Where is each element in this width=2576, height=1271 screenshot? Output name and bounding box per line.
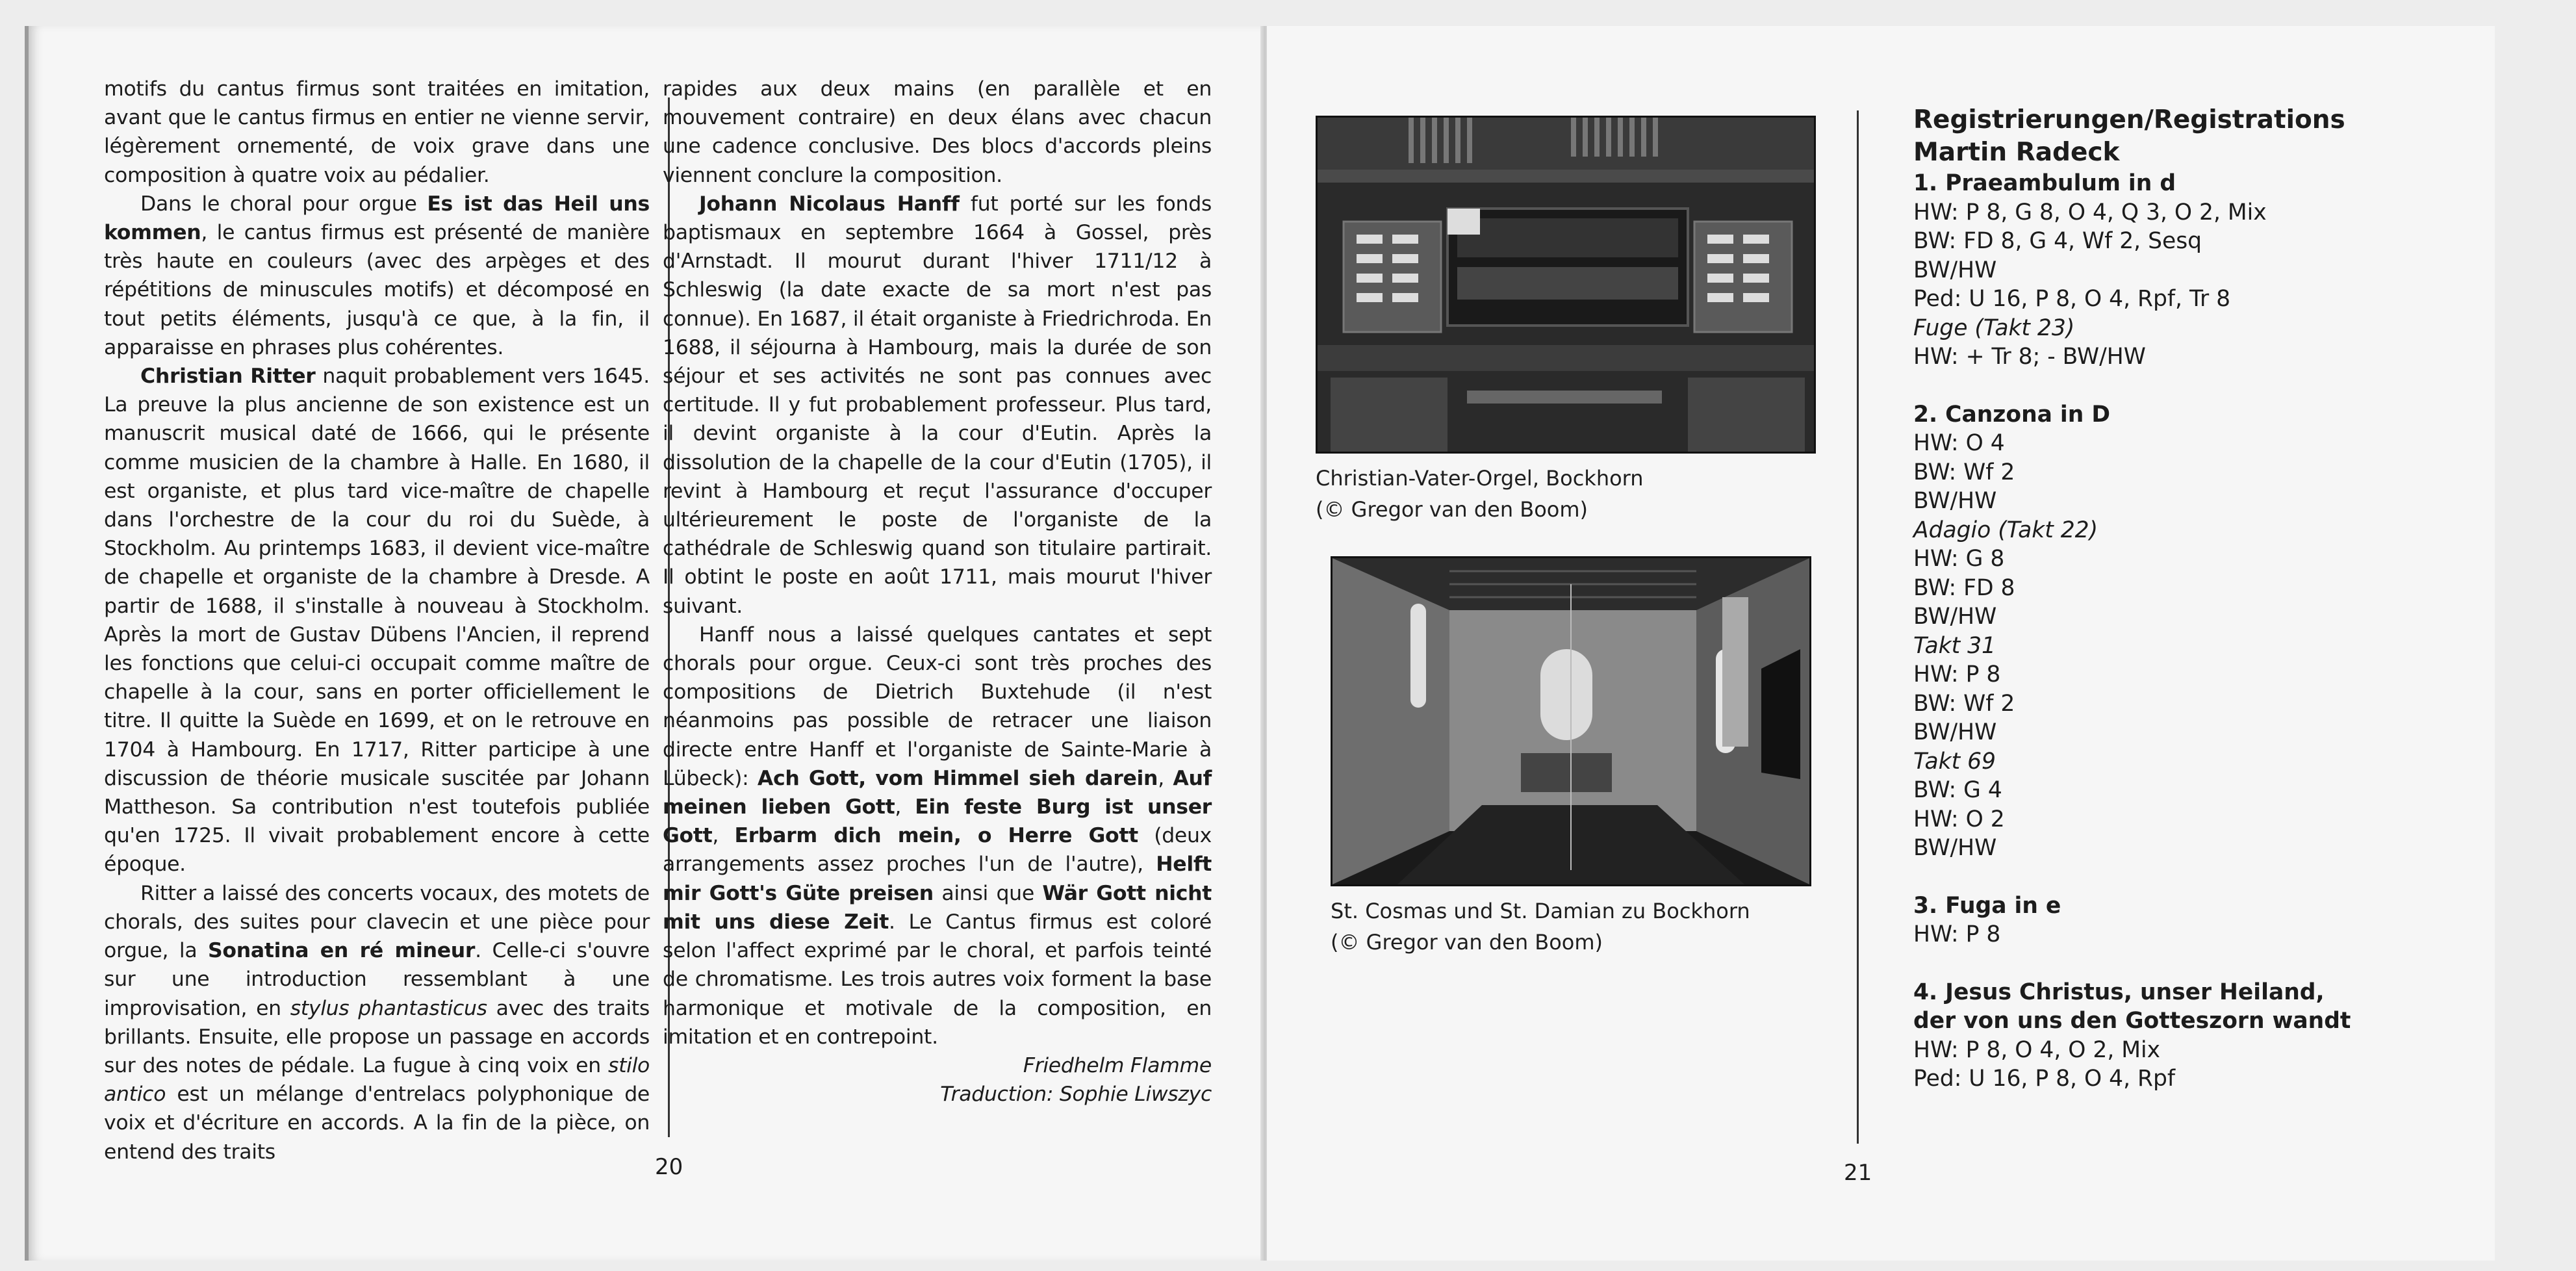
registration-section-label: Takt 69 [1913,748,1996,775]
registration-section-label: Takt 31 [1913,632,1996,659]
left-col2-paragraph [663,621,1212,1051]
text-run: (deux arrangements assez proches l'un de l'autre), [663,824,1212,877]
bold-text: Helft mir Gott's Güte preisen [663,853,1212,905]
registration-line: BW/HW [1913,488,1997,514]
text-run: Hanff nous a laissé quelques cantates et sept chorals pour orgue. Ceux-ci sont très proches des compositions de Dietrich Buxtehude (il n'est néanmoins pas possible de retracer une liaison directe entre Hanff et l'organiste de Sainte-Marie à Lübeck): [663,623,1212,790]
bold-text: Wär Gott nicht mit uns diese Zeit [663,881,1212,934]
registration-line: HW: G 8 [1913,546,2005,572]
bold-text: Sonatina en ré mineur [208,939,476,963]
text-run: motifs du cantus firmus sont traitées en imitation, avant que le cantus firmus en entier ne vienne servir, légèrement ornementé, de voix grave dans une composition à quatre voix au pédalier. [104,77,650,187]
text-run: fut porté sur les fonds baptismaux en septembre 1664 à Gossel, près d'Arnstadt. Il mourut durant l'hiver 1711/12 à Schleswig (la date exacte de sa mort n'est pas connue). En 1687, il était organiste à Friedrichroda. En 1688, il séjourna à Hambourg, mais la durée de son séjour et ses activités ne sont pas connues avec certitude. Il y fut probablement professeur. Plus tard, il devint organiste à la cour d'Eutin. Après la dissolution de la chapelle de la cour d'Eutin (1705), il revint à Hambourg et reçut l'assurance d'occuper ultérieurement le poste de l'organiste de la cathédrale de Schleswig quand son titulaire partirait. Il obtint le poste en août 1711, mais mourut l'hiver suivant. [663,192,1212,618]
registration-heading: Martin Radeck [1913,138,2120,167]
left-col2-paragraph [663,190,1212,621]
registration-line: BW/HW [1913,835,1997,861]
left-col1-paragraph [104,879,650,1166]
registration-line: BW: FD 8 [1913,574,2015,601]
text-run: , [895,795,915,819]
bold-text: Ach Gott, vom Himmel sieh darein [757,766,1158,790]
text-run: . Celle-ci s'ouvre sur une introduction ressemblant à une improvisation, en [104,939,650,1020]
text-run: est un mélange d'entrelacs polyphonique de voix et d'écriture en accords. A la fin de la pièce, on entend des traits [104,1083,650,1164]
registration-line: BW/HW [1913,604,1997,630]
registration-line: HW: + Tr 8; - BW/HW [1913,344,2146,370]
signature-translation: Traduction: Sophie Liwszyc [940,1083,1212,1107]
registration-line: HW: O 2 [1913,806,2005,832]
registration-section-label: Adagio (Takt 22) [1913,517,2098,543]
church-image [1333,558,1809,884]
registration-line: BW: Wf 2 [1913,690,2015,717]
organ-caption [1316,463,1644,525]
registration-line: BW/HW [1913,257,1997,283]
bold-text: Christian Ritter [140,365,316,389]
bold-text: Ein feste Burg ist unser Gott [663,795,1212,848]
registration-section-label: Fuge (Takt 23) [1913,315,2075,341]
text-run: naquit probablement vers 1645. La preuve la plus ancienne de son existence est un manuscrit musical daté de 1666, qui le présente comme musicien de la chambre à Halle. En 1680, il est organiste, et plus tard vice-maître de chapelle dans l'orchestre de la cour du roi du Suède, à Stockholm. Au printemps 1683, il devient vice-maître de chapelle et organiste de la chambre à Dresde. A partir de 1688, il s'installe à nouveau à Stockholm. Après la mort de Gustav Dübens l'Ancien, il reprend les fonctions que celui-ci occupait comme maître de chapelle à la cour, sans en porter officiellement le titre. Il quitte la Suède en 1699, et on le retrouve en 1704 à Hambourg. En 1717, Ritter participe à une discussion de théorie musicale suscitée par Johann Mattheson. Sa contribution n'est toutefois publiée qu'en 1725. Il vivait probablement encore à cette époque. [104,365,650,877]
organ-photo [1316,116,1816,454]
bold-text: Erbarm dich mein, o Herre Gott [734,824,1138,848]
registration-spacer [1913,949,2479,978]
registration-line: BW: Wf 2 [1913,459,2015,485]
registration-line: BW: FD 8, G 4, Wf 2, Sesq [1913,228,2202,254]
left-col1-paragraph [104,75,650,190]
text-run: Ritter a laissé des concerts vocaux, des motets de chorals, des suites pour clavecin et une pièce pour orgue, la [104,881,650,963]
left-col1-paragraph [104,190,650,362]
text-run: , [712,824,735,848]
left-column-1 [104,75,650,1166]
registration-piece-title: 1. Praeambulum in d [1913,170,2176,196]
registration-piece-title: der von uns den Gotteszorn wandt [1913,1008,2351,1034]
registrations-column [1913,104,2479,1094]
left-col2-paragraph [663,75,1212,190]
text-run: . Le Cantus firmus est coloré selon l'affect exprimé par le choral, et parfois teinté de chromatisme. Les trois autres voix forment la base harmonique et motivale de la composition, en imitation et en contrepoint. [663,910,1212,1049]
organ-caption-line-1: Christian-Vater-Orgel, Bockhorn [1316,466,1644,491]
italic-text: stilo antico [104,1053,650,1107]
text-run: ainsi que [933,881,1043,905]
registration-line: BW: G 4 [1913,777,2002,803]
registration-piece-title: 4. Jesus Christus, unser Heiland, [1913,979,2325,1005]
organ-caption-line-2: (© Gregor van den Boom) [1316,497,1588,522]
registration-piece-title: 2. Canzona in D [1913,401,2110,428]
registration-heading: Registrierungen/Registrations [1913,105,2345,135]
registration-line: Ped: U 16, P 8, O 4, Rpf [1913,1066,2176,1092]
text-run: , [1158,766,1173,790]
bold-text: Auf meinen lieben Gott [663,766,1212,819]
registration-line: HW: O 4 [1913,430,2005,456]
organ-image [1318,118,1814,452]
text-run: rapides aux deux mains (en parallèle et en mouvement contraire) en deux élans avec chacun une cadence conclusive. Des blocs d'accords pleins viennent conclure la composition. [663,77,1212,187]
church-caption [1331,895,1750,958]
signature-author: Friedhelm Flamme [1023,1053,1212,1077]
left-column-2 [663,75,1212,1109]
page-number-left: 20 [655,1154,683,1180]
registration-line: HW: P 8, G 8, O 4, Q 3, O 2, Mix [1913,199,2267,225]
italic-text: stylus phantasticus [290,996,487,1020]
church-caption-line-1: St. Cosmas und St. Damian zu Bockhorn [1331,899,1750,923]
registration-spacer [1913,372,2479,400]
church-interior-photo [1331,556,1811,886]
registration-line: HW: P 8 [1913,661,2001,687]
left-col1-paragraph [104,362,650,879]
bold-text: Johann Nicolaus Hanff [699,192,960,216]
registration-line: HW: P 8 [1913,921,2001,947]
bold-text: Es ist das Heil uns kommen [104,192,650,245]
text-run: avec des traits brillants. Ensuite, elle propose un passage en accords sur des notes de pédale. La fugue à cinq voix en [104,996,650,1077]
registration-spacer [1913,863,2479,892]
column-divider-right [1857,110,1859,1144]
registration-line: BW/HW [1913,719,1997,745]
page-number-right: 21 [1844,1160,1872,1186]
registration-piece-title: 3. Fuga in e [1913,892,2061,919]
church-caption-line-2: (© Gregor van den Boom) [1331,930,1603,955]
text-run: Dans le choral pour orgue [140,192,427,216]
text-run: , le cantus firmus est présenté de manière très haute en couleurs (avec des arpèges et des répétitions de minuscules motifs) et décomposé en tout petits éléments, jusqu'à ce que, à la fin, il apparaisse en phrases plus cohérentes. [104,221,650,359]
registration-line: Ped: U 16, P 8, O 4, Rpf, Tr 8 [1913,286,2231,312]
registration-line: HW: P 8, O 4, O 2, Mix [1913,1036,2161,1063]
